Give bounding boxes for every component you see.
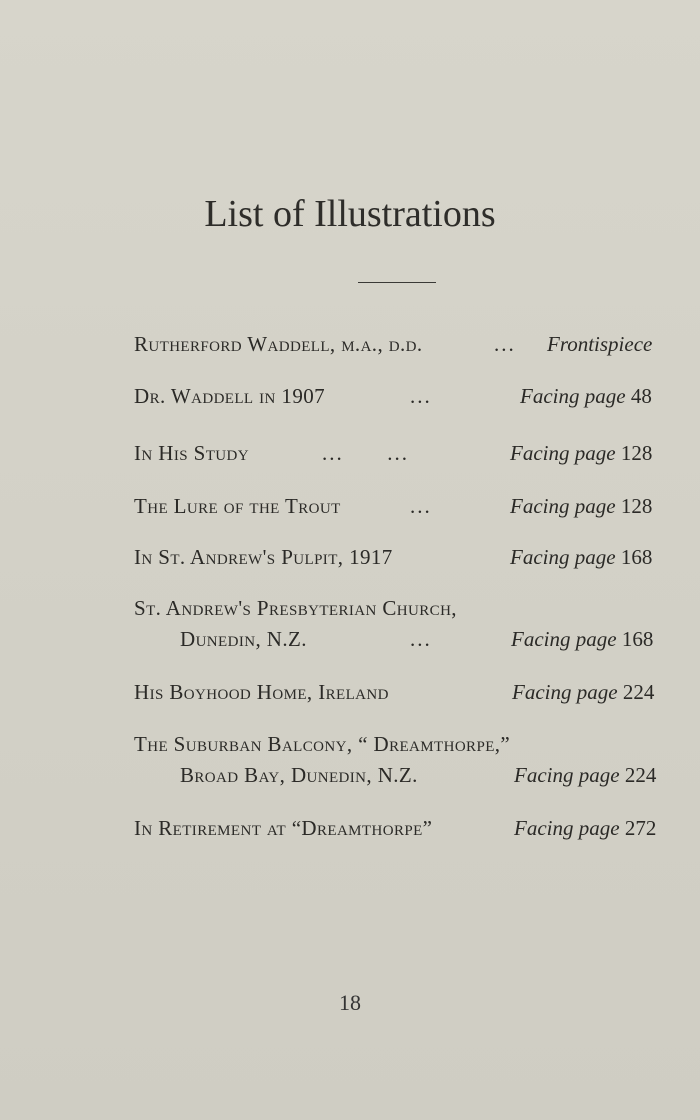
- illustration-entry-8: [134, 816, 674, 841]
- entry-caption: The Lure of the Trout: [134, 494, 341, 518]
- entry-reference: [512, 680, 654, 705]
- illustration-entry-5: [134, 596, 674, 621]
- page-number: 224: [624, 763, 657, 787]
- page-number: 272: [624, 816, 657, 840]
- entry-leader-dots: ...: [410, 627, 432, 651]
- page-number: 168: [621, 627, 654, 651]
- entry-reference: [510, 545, 652, 570]
- illustration-entry-2: [134, 441, 674, 466]
- entry-reference: [514, 816, 656, 841]
- entry-leader-dots: ...: [410, 494, 432, 518]
- entry-caption: The Suburban Balcony, “ Dreamthorpe,”: [134, 732, 511, 756]
- entry-reference: Frontispiece: [547, 332, 653, 356]
- entry-reference: [514, 763, 656, 788]
- facing-page-label: Facing page: [514, 816, 620, 840]
- entry-caption: In Retirement at “Dreamthorpe”: [134, 816, 433, 840]
- entry-leader-dots: ...: [494, 332, 516, 356]
- illustration-entry-3: [134, 494, 674, 519]
- illustration-entry-4: [134, 545, 674, 570]
- facing-page-label: Facing page: [511, 627, 617, 651]
- facing-page-label: Facing page: [512, 680, 618, 704]
- entry-caption: Dr. Waddell in 1907: [134, 384, 326, 408]
- entry-reference: [511, 627, 653, 652]
- facing-page-label: Facing page: [520, 384, 626, 408]
- entry-caption: Rutherford Waddell, m.a., d.d.: [134, 332, 423, 356]
- illustration-entry-0: [134, 332, 674, 357]
- illustration-entry-6: [134, 680, 674, 705]
- facing-page-label: Facing page: [514, 763, 620, 787]
- entry-caption: In St. Andrew's Pulpit, 1917: [134, 545, 393, 569]
- entry-leader-dots: ... ...: [322, 441, 409, 465]
- page-number: 128: [620, 441, 653, 465]
- entry-caption: In His Study: [134, 441, 249, 465]
- entry-reference: [520, 384, 652, 409]
- page-number: 224: [622, 680, 655, 704]
- illustration-entry-7: [134, 732, 674, 757]
- page-number: 168: [620, 545, 653, 569]
- entry-caption: His Boyhood Home, Ireland: [134, 680, 389, 704]
- facing-page-label: Facing page: [510, 441, 616, 465]
- entry-caption-continued: Broad Bay, Dunedin, N.Z.: [180, 763, 418, 787]
- page-number: 48: [630, 384, 652, 408]
- entry-leader-dots: ...: [410, 384, 432, 408]
- entry-reference: [510, 494, 652, 519]
- entry-caption: St. Andrew's Presbyterian Church,: [134, 596, 457, 620]
- page-number: 128: [620, 494, 653, 518]
- entry-reference: [510, 441, 652, 466]
- title-rule: [358, 282, 436, 283]
- facing-page-label: Facing page: [510, 494, 616, 518]
- illustration-entry-1: [134, 384, 674, 409]
- page-title: List of Illustrations: [204, 193, 496, 235]
- page-number-footer: 18: [339, 990, 361, 1015]
- facing-page-label: Facing page: [510, 545, 616, 569]
- entry-caption-continued: Dunedin, N.Z.: [180, 627, 307, 651]
